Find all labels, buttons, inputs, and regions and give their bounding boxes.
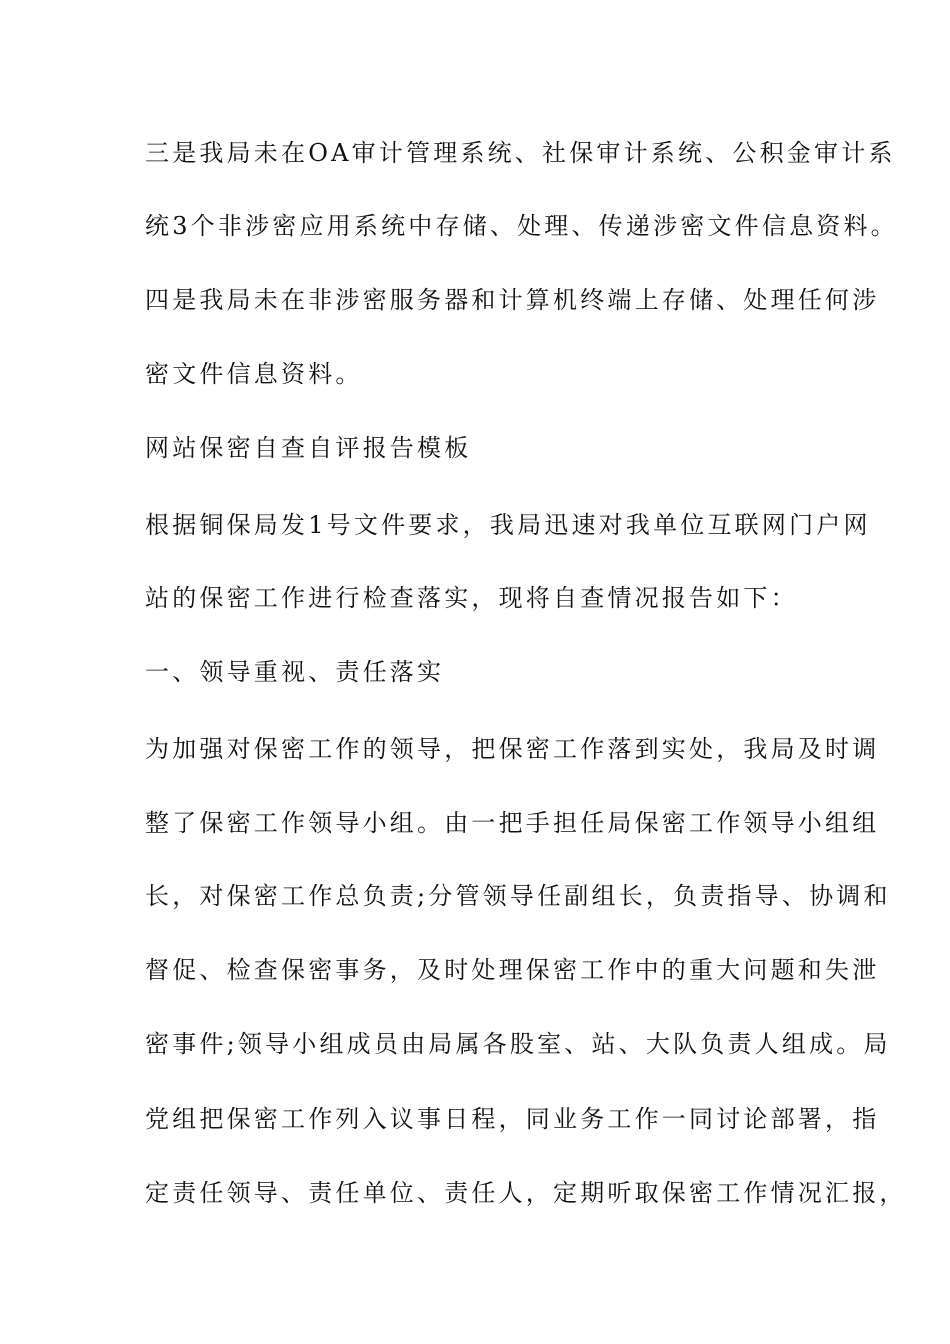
section-title: 网站保密自查自评报告模板 [145,434,472,462]
body-text-line: 站的保密工作进行检查落实，现将自查情况报告如下： [145,584,798,612]
body-text-line: 密事件;领导小组成员由局属各股室、站、大队负责人组成。局 [145,1030,891,1058]
body-text-line: 整了保密工作领导小组。由一把手担任局保密工作领导小组组 [145,809,880,837]
body-text-line: 三是我局未在OA审计管理系统、社保审计系统、公积金审计系 [145,139,896,167]
body-text-line: 统3个非涉密应用系统中存储、处理、传递涉密文件信息资料。 [145,212,898,240]
body-text-line: 密文件信息资料。 [145,360,363,388]
body-text-line: 四是我局未在非涉密服务器和计算机终端上存储、处理任何涉 [145,286,880,314]
body-text-line: 督促、检查保密事务，及时处理保密工作中的重大问题和失泄 [145,956,880,984]
body-text-line: 长，对保密工作总负责;分管领导任副组长，负责指导、协调和 [145,882,891,910]
body-text-line: 为加强对保密工作的领导，把保密工作落到实处，我局及时调 [145,735,880,763]
section-heading: 一、领导重视、责任落实 [145,658,445,686]
body-text-line: 定责任领导、责任单位、责任人，定期听取保密工作情况汇报， [145,1179,907,1207]
body-text-line: 党组把保密工作列入议事日程，同业务工作一同讨论部署，指 [145,1105,880,1133]
body-text-line: 根据铜保局发1号文件要求，我局迅速对我单位互联网门户网 [145,511,871,539]
